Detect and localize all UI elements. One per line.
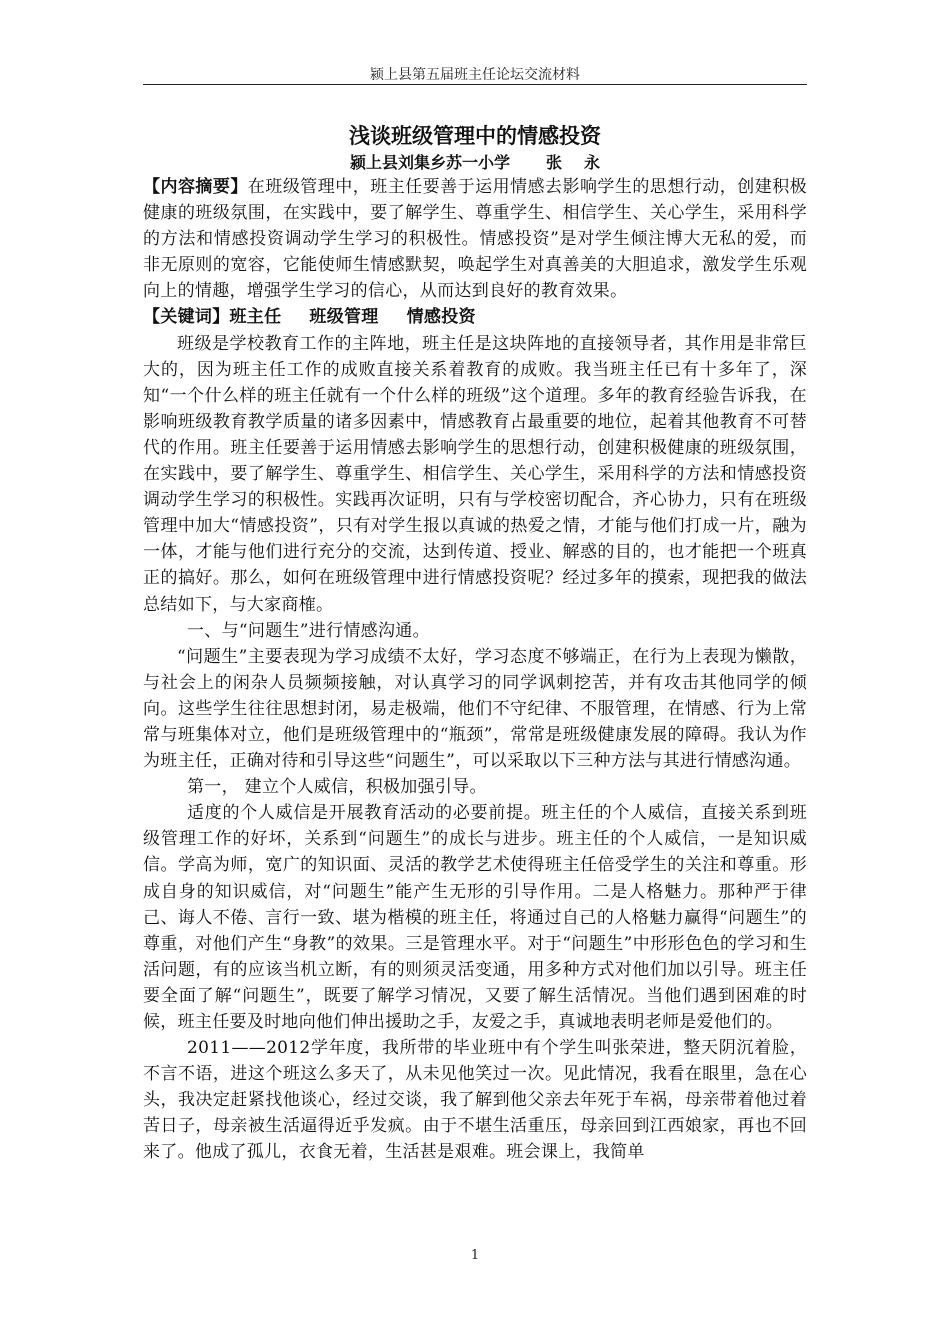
paragraph-problem-students: “问题生”主要表现为学习成绩不太好，学习态度不够端正，在行为上表现为懒散，与社会上的闲杂人员频频接触，对认真学习的同学讽刺挖苦，并有攻击其他同学的倾向。这些学生往往思想封闭，易走极端，他们不守纪律、不服管理，在情感、行为上常常与班集体对立，他们是班级管理中的“瓶颈”，常常是班级健康发展的障碍。我认为作为班主任，正确对待和引导这些“问题生”，可以采取以下三种方法与其进行情感沟通。 — [143, 646, 807, 772]
article-byline — [143, 151, 807, 175]
header-rule — [143, 84, 807, 85]
article-body — [143, 174, 807, 1166]
author-given-name: 永 — [584, 153, 601, 172]
subsection-heading: 第一， 建立个人威信，积极加强引导。 — [187, 777, 487, 798]
keyword: 班主任 — [229, 307, 282, 328]
section-heading: 一、与“问题生”进行情感沟通。 — [187, 620, 430, 641]
paragraph-intro: 班级是学校教育工作的主阵地，班主任是这块阵地的直接领导者，其作用是非常巨大的，因为班主任工作的成败直接关系着教育的成败。我当班主任已有十多年了，深知“一个什么样的班主任就有一个什么样的班级”这个道理。多年的教育经验告诉我，在影响班级教育教学质量的诸多因素中，情感教育占最重要的地位，起着其他教育不可替代的作用。班主任要善于运用情感去影响学生的思想行动，创建积极健康的班级氛围，在实践中，要了解学生、尊重学生、相信学生、关心学生，采用科学的方法和情感投资调动学生学习的积极性。实践再次证明，只有与学校密切配合，齐心协力，只有在班级管理中加大“情感投资”，只有对学生报以真诚的热爱之情，才能与他们打成一片，融为一体，才能与他们进行充分的交流，达到传道、授业、解惑的目的，也才能把一个班真正的搞好。那么，如何在班级管理中进行情感投资呢？经过多年的摸索，现把我的做法总结如下，与大家商榷。 — [143, 333, 807, 615]
page-number: 1 — [470, 1248, 480, 1263]
author-surname: 张 — [545, 153, 562, 172]
paragraph-authority: 适度的个人威信是开展教育活动的必要前提。班主任的个人威信，直接关系到班级管理工作的好坏，关系到“问题生”的成长与进步。班主任的个人威信，一是知识威信。学高为师，宽广的知识面、灵活的教学艺术使得班主任倍受学生的关注和尊重。形成自身的知识威信，对“问题生”能产生无形的引导作用。二是人格魅力。那种严于律己、诲人不倦、言行一致、堪为楷模的班主任，将通过自己的人格魅力赢得“问题生”的尊重，对他们产生“身教”的效果。三是管理水平。对于“问题生”中形形色色的学习和生活问题，有的应该当机立断，有的则须灵活变通，用多种方式对他们加以引导。班主任要全面了解“问题生”，既要了解学习情况，又要了解生活情况。当他们遇到困难的时候，班主任要及时地向他们伸出援助之手，友爱之手，真诚地表明老师是爱他们的。 — [143, 803, 807, 1032]
keyword: 情感投资 — [406, 307, 476, 328]
abstract-label: 【内容摘要】 — [143, 177, 248, 197]
article-title: 浅谈班级管理中的情感投资 — [349, 124, 601, 148]
keywords-line — [143, 304, 807, 330]
school-name: 颍上县刘集乡苏一小学 — [349, 153, 510, 172]
abstract — [143, 174, 807, 304]
keywords-label: 【关键词】 — [143, 307, 230, 328]
paragraph-case-study: 2011——2012学年度，我所带的毕业班中有个学生叫张荣进，整天阴沉着脸，不言不语，进这个班这么多天了，从未见他笑过一次。见此情况，我看在眼里，急在心头，我决定赶紧找他谈心，经过交谈，我了解到他父亲去年死于车祸，母亲带着他过着苦日子，母亲被生活逼得近乎发疯。由于不堪生活重压，母亲回到江西娘家，再也不回来了。他成了孤儿，衣食无着，生活甚是艰难。班会课上，我简单 — [143, 1038, 807, 1163]
abstract-text: 在班级管理中，班主任要善于运用情感去影响学生的思想行动，创建积极健康的班级氛围，在实践中，要了解学生、尊重学生、相信学生、关心学生，采用科学的方法和情感投资调动学生学习的积极性。情感投资”是对学生倾注博大无私的爱，而非无原则的宽容，它能使师生情感默契，唤起学生对真善美的大胆追求，激发学生乐观向上的情趣，增强学生学习的信心，从而达到良好的教育效果。 — [143, 177, 807, 302]
running-header: 颍上县第五届班主任论坛交流材料 — [370, 67, 580, 83]
keyword: 班级管理 — [309, 307, 379, 328]
